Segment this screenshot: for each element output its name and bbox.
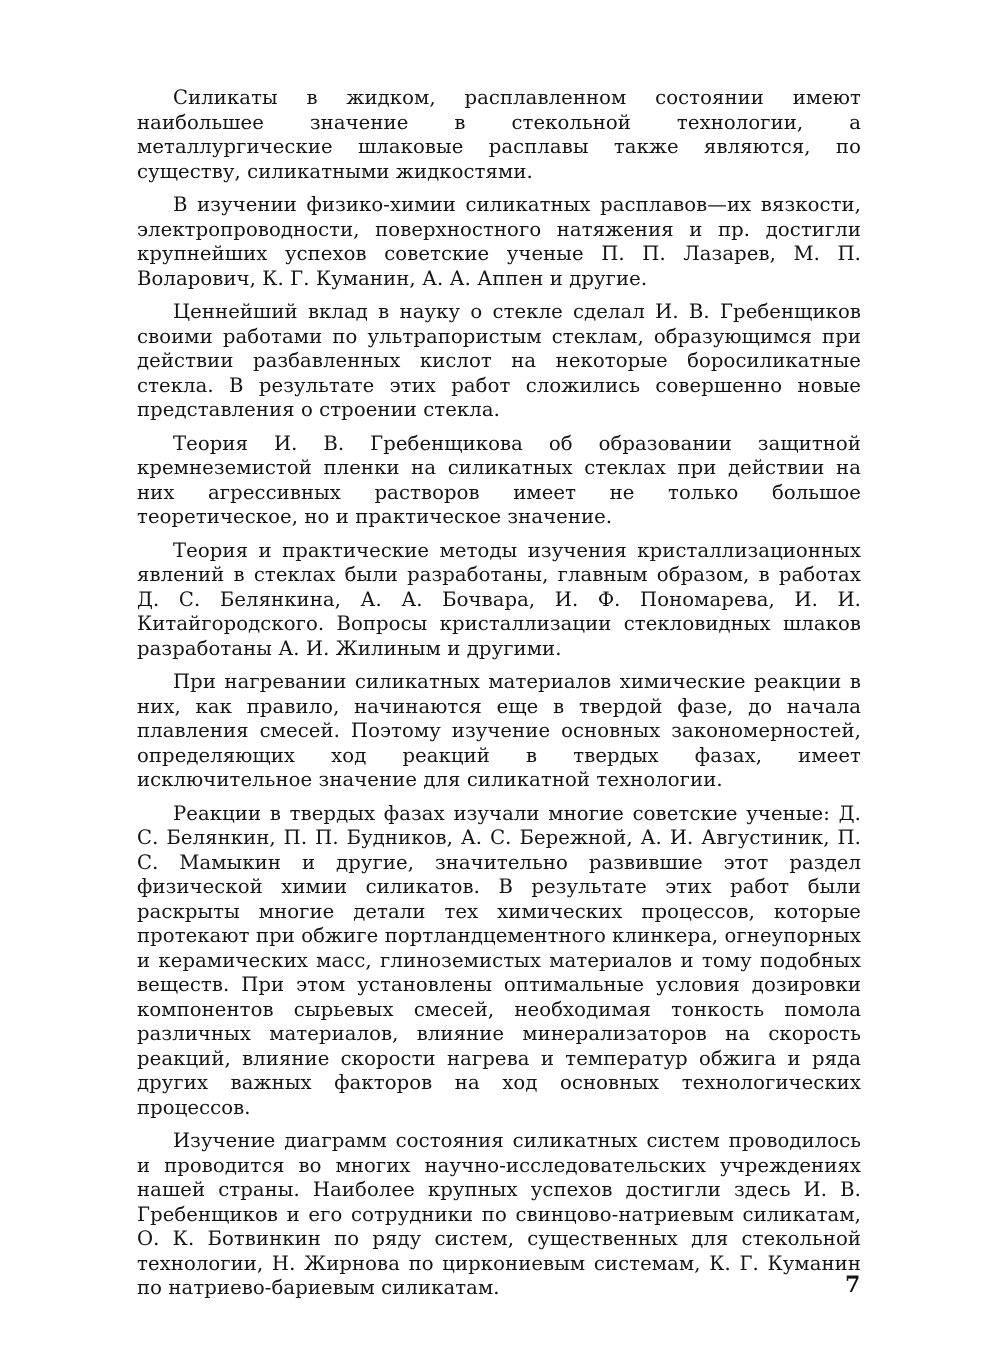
paragraph-physico-chemistry: В изучении физико-химии силикатных расплавов—их вязкости, электропроводности, поверхностного натяжения и пр. достигли крупнейших успехов советские ученые П. П. Лазарев, М. П. Воларович, К. Г. Куманин, А. А. Аппен и другие. <box>137 193 861 290</box>
paragraph-grebenshchikov-glass: Ценнейший вклад в науку о стекле сделал И. В. Гребенщиков своими работами по ультрапористым стеклам, образующимся при действии разбавленных кислот на некоторые боросиликатные стекла. В результате этих работ сложились совершенно новые представления о строении стекла. <box>137 300 861 421</box>
paragraph-silicate-melts: Силикаты в жидком, расплавленном состоянии имеют наибольшее значение в стекольной технологии, а металлургические шлаковые расплавы также являются, по существу, силикатными жидкостями. <box>137 86 861 183</box>
paragraph-phase-diagrams: Изучение диаграмм состояния силикатных систем проводилось и проводится во многих научно-исследовательских учреждениях нашей страны. Наиболее крупных успехов достигли здесь И. В. Гребенщиков и его сотрудники по свинцово-натриевым силикатам, О. К. Ботвинкин по ряду систем, существенных для стекольной технологии, Н. Жирнова по циркониевым системам, К. Г. Куманин по натриево-бариевым силикатам. <box>137 1129 861 1299</box>
paragraph-crystallization: Теория и практические методы изучения кристаллизационных явлений в стеклах были разработаны, главным образом, в работах Д. С. Белянкина, А. А. Бочвара, И. Ф. Пономарева, И. И. Китайгородского. Вопросы кристаллизации стекловидных шлаков разработаны А. И. Жилиным и другими. <box>137 538 861 660</box>
body-text <box>137 86 861 1310</box>
paragraph-solid-phase-reactions: Реакции в твердых фазах изучали многие советские ученые: Д. С. Белянкин, П. П. Будников, А. С. Бережной, А. И. Августиник, П. С. Мамыкин и другие, значительно развившие этот раздел физической химии силикатов. В результате этих работ были раскрыты многие детали тех химических процессов, которые протекают при обжиге портландцементного клинкера, огнеупорных и керамических масс, глиноземистых материалов и тому подобных веществ. При этом установлены оптимальные условия дозировки компонентов сырьевых смесей, необходимая тонкость помола различных материалов, влияние минерализаторов на скорость реакций, влияние скорости нагрева и температур обжига и ряда других важных факторов на ход основных технологических процессов. <box>137 801 861 1119</box>
paragraph-heating-reactions: При нагревании силикатных материалов химические реакции в них, как правило, начинаются еще в твердой фазе, до начала плавления смесей. Поэтому изучение основных закономерностей, определяющих ход реакций в твердых фазах, имеет исключительное значение для силикатной технологии. <box>137 670 861 791</box>
paragraph-protective-film-theory: Теория И. В. Гребенщикова об образовании защитной кремнеземистой пленки на силикатных стеклах при действии на них агрессивных растворов имеет не только большое теоретическое, но и практическое значение. <box>137 431 861 528</box>
page-number: 7 <box>845 1272 861 1298</box>
